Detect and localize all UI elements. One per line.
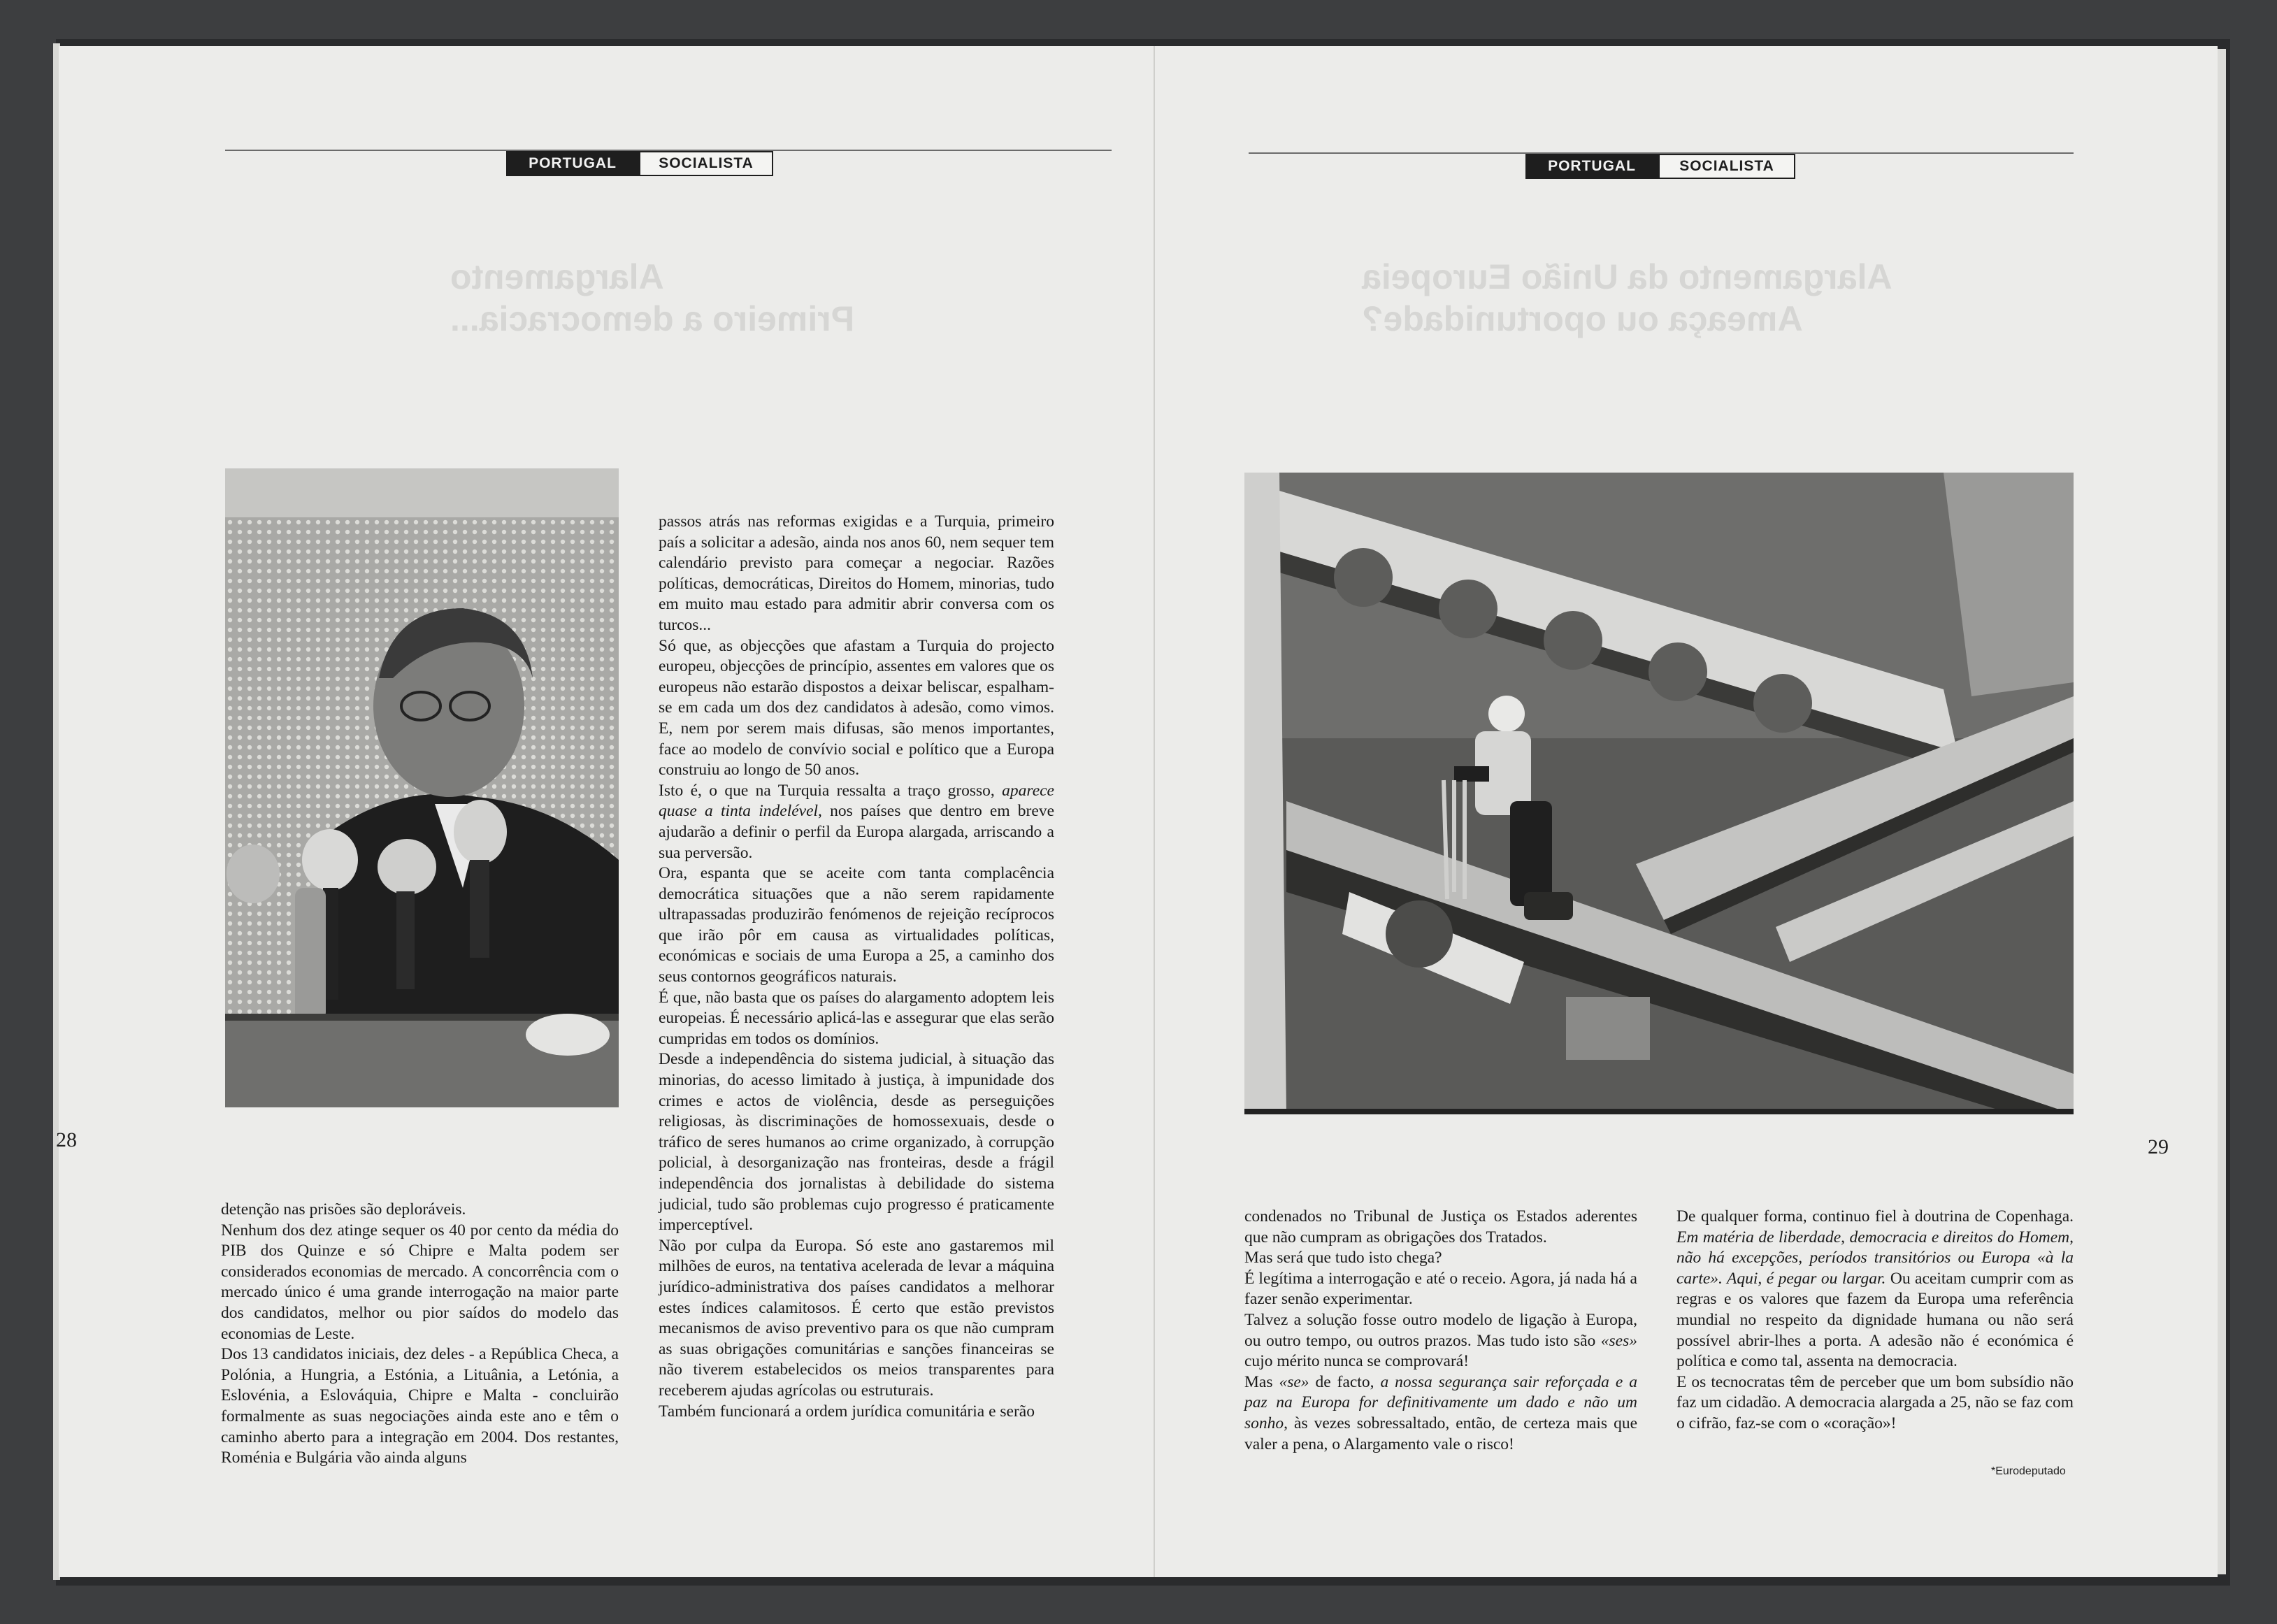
- text-run: Ou aceitam cumprir com as regras e os valores que fazem da Europa uma referência mundial no respeito da dignidade humana ou não será possível abrir-lhes a porta. A adesão não é económica é política e como tal, assenta na democracia.: [1676, 1269, 2074, 1371]
- paragraph: Só que, as objecções que afastam a Turquia do projecto europeu, objecções de princípio, assentes em valores que os europeus não estarão dispostos a deixar beliscar, espalham-se em cada um dos dez candidatos à adesão, como vimos. E, nem por serem mais difusas, são menos importantes, face ao modelo de convívio social e político que a Europa construiu ao longo de 50 anos.: [659, 636, 1054, 779]
- italic-run: «ses»: [1600, 1331, 1637, 1350]
- masthead: [506, 151, 773, 176]
- text-run: , nos países que dentro em breve ajudarão a definir o perfil da Europa alargada, arriscando a sua perversão.: [659, 802, 1054, 862]
- ghost-title-line-1: Alargamento da União Europeia: [1362, 257, 1892, 296]
- left-column-1: [221, 1200, 619, 1469]
- page-number: 28: [56, 1128, 77, 1151]
- text-run: Talvez a solução fosse outro modelo de ligação à Europa, ou outro tempo, ou outros prazos. Mas tudo isto são: [1244, 1310, 1637, 1350]
- italic-run: «se»: [1279, 1372, 1309, 1391]
- footnote: *Eurodeputado: [1991, 1465, 2066, 1477]
- masthead-portugal: PORTUGAL: [1525, 154, 1658, 179]
- italic-run: aparece quase a tinta indelével: [659, 781, 1054, 821]
- masthead-socialista: SOCIALISTA: [639, 151, 773, 176]
- paragraph: passos atrás nas reformas exigidas e a Turquia, primeiro país a solicitar a adesão, ainda nos anos 60, nem sequer tem calendário previsto para começar a negociar. Razões políticas, democráticas, Direitos do Homem, minorias, tudo em muito mau estado para admitir abrir conversa com os turcos...: [659, 512, 1054, 634]
- paragraph: Nenhum dos dez atinge sequer os 40 por cento da média do PIB dos Quinze e só Chipre e Malta podem ser considerados economias de mercado. A concorrência com o mercado único é uma grande interrogação na maior parte dos candidatos, melhor ou pior saídos do modelo das economias de Leste.: [221, 1221, 619, 1343]
- masthead: [1525, 154, 1795, 179]
- paragraph-italic-mix: [659, 781, 1054, 863]
- text-run: cujo mérito nunca se comprovará!: [1244, 1352, 1470, 1371]
- text-run: Isto é, o que na Turquia ressalta a traço grosso,: [659, 781, 1003, 800]
- right-column-1: [1244, 1207, 1637, 1455]
- paragraph: Ora, espanta que se aceite com tanta complacência democrática situações que a não serem rapidamente ultrapassadas produzirão fenómenos de rejeição recíprocos que irão pôr em causa as virtualidades políticas, económicas e sociais de uma Europa a 25, a caminho dos seus contornos geográficos naturais.: [659, 864, 1054, 986]
- right-page: [1155, 46, 2218, 1577]
- paragraph: E os tecnocratas têm de perceber que um bom subsídio não faz um cidadão. A democracia alargada a 25, não se faz com o cifrão, faz-se com o «coração»!: [1676, 1372, 2074, 1432]
- ghost-title-line-2: Ameaça ou oportunidade?: [1362, 299, 1803, 338]
- paragraph: detenção nas prisões são deploráveis.: [221, 1200, 466, 1219]
- text-run: de facto,: [1309, 1372, 1381, 1391]
- paragraph-italic-mix: [1244, 1310, 1637, 1372]
- ghost-title: [450, 256, 912, 340]
- paragraph: Desde a independência do sistema judicial, à situação das minorias, do acesso limitado à justiça, à impunidade dos crimes e actos de violência, desde as perseguições religiosas, às discriminações de homossexuais, desde o tráfico de seres humanos ao crime organizado, à corrupção policial, à desorganização nas fronteiras, desde a frágil independência dos jornalistas à debilidade do sistema judicial, tudo são problemas cujo progresso é praticamente imperceptível.: [659, 1050, 1054, 1235]
- masthead-socialista: SOCIALISTA: [1658, 154, 1795, 179]
- steel-construction-worker-icon: [1244, 473, 2074, 1114]
- text-run: Mas: [1244, 1372, 1279, 1391]
- paragraph: Dos 13 candidatos iniciais, dez deles - a República Checa, a Polónia, a Hungria, a Estónia, a Lituânia, a Letónia, a Eslovénia, a Eslováquia, Chipre e Malta - concluirão formalmente as suas negociações ainda este ano e têm o caminho aberto para a integração em 2004. Dos restantes, Roménia e Bulgária vão ainda alguns: [221, 1345, 619, 1467]
- paragraph: Mas será que tudo isto chega?: [1244, 1249, 1442, 1267]
- page-edge-right: [2216, 49, 2226, 1574]
- text-run: , às vezes sobressaltado, então, de certeza mais que valer a pena, o Alargamento vale o risco!: [1244, 1414, 1637, 1453]
- right-column-2: [1676, 1207, 2074, 1435]
- paragraph: condenados no Tribunal de Justiça os Estados aderentes que não cumpram as obrigações dos Tratados.: [1244, 1207, 1637, 1246]
- paragraph: Não por culpa da Europa. Só este ano gastaremos mil milhões de euros, na tentativa acelerada de levar a máquina jurídico-administrativa dos países candidatos a melhorar estes índices calamitosos. É certo que estão previstos mecanismos de aviso preventivo para os que não cumpram as suas obrigações comunitárias e sanções financeiras se não tiverem estabelecidos os meios transparentes para receberem ajudas agrícolas ou estruturais.: [659, 1236, 1054, 1400]
- paragraph: Também funcionará a ordem jurídica comunitária e serão: [659, 1402, 1035, 1421]
- masthead-portugal: PORTUGAL: [506, 151, 639, 176]
- speaker-at-microphones-icon: [225, 468, 619, 1107]
- paragraph-italic-mix: [1676, 1207, 2074, 1372]
- paragraph: É legítima a interrogação e até o receio. Agora, já nada há a fazer senão experimentar.: [1244, 1269, 1637, 1309]
- speaker-photo: [225, 468, 619, 1107]
- paragraph: É que, não basta que os países do alargamento adoptem leis europeias. É necessário aplicá-las e assegurar que elas serão cumpridas em todos os domínios.: [659, 988, 1054, 1048]
- paragraph-italic-mix: [1244, 1372, 1637, 1455]
- left-page: [56, 46, 1155, 1577]
- ghost-title-line-2: Primeiro a democracia...: [450, 299, 855, 338]
- text-run: De qualquer forma, continuo fiel à doutrina de Copenhaga.: [1676, 1207, 2074, 1226]
- ghost-title: [1362, 256, 1893, 340]
- page-number: 29: [2148, 1135, 2169, 1158]
- italic-run: Em matéria de liberdade, democracia e direitos do Homem, não há excepções, períodos transitórios ou Europa «à la carte». Aqui, é pegar ou largar.: [1676, 1228, 2074, 1288]
- left-column-2: [659, 512, 1054, 1422]
- construction-photo: [1244, 473, 2074, 1114]
- italic-run: a nossa segurança sair reforçada e a paz na Europa for definitivamente um dado e não um sonho: [1244, 1372, 1637, 1432]
- ghost-title-line-1: Alargamento: [450, 257, 664, 296]
